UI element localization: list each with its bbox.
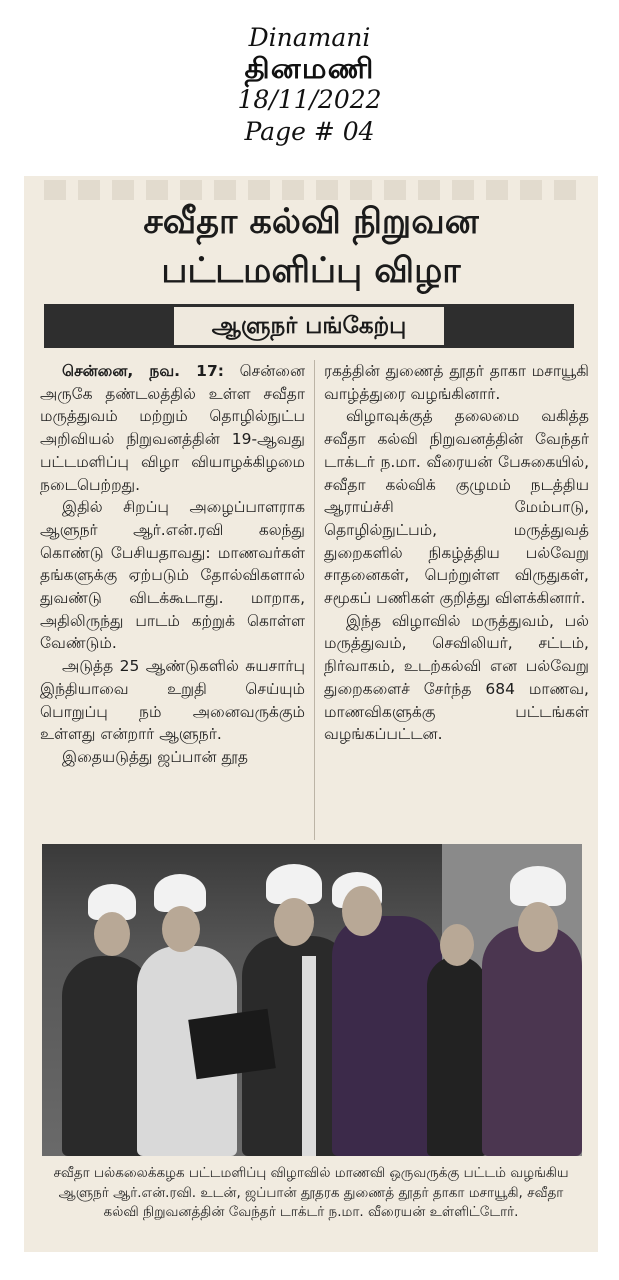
page-number: Page # 04	[244, 117, 375, 146]
photo-face	[162, 906, 200, 952]
clipping-header	[0, 22, 619, 148]
publication-logo: தினமணி	[244, 52, 375, 85]
subheading: ஆளுநர் பங்கேற்பு	[174, 307, 444, 345]
ceremony-photo	[42, 844, 582, 1156]
article-column-1	[40, 360, 305, 769]
photo-face	[342, 886, 382, 936]
paragraph: விழாவுக்குத் தலைமை வகித்த சவீதா கல்வி நிறுவனத்தின் வேந்தர் டாக்டர் ந.மா. வீரையன் பேசுகையில், சவீதா கல்விக் குழுமம் நடத்திய ஆராய்ச்சி மேம்பாடு, தொழில்நுட்பம், மருத்துவத் துறைகளில் நிகழ்த்திய பல்வேறு சாதனைகள், பெற்றுள்ள விருதுகள், சமூகப் பணிகள் குறித்து விளக்கினார்.	[324, 407, 589, 608]
photo-turban	[510, 866, 566, 906]
photo-face	[518, 902, 558, 952]
photo-sash	[302, 956, 316, 1156]
headline-line-1: சவீதா கல்வி நிறுவன	[143, 202, 479, 242]
paragraph: இதையடுத்து ஜப்பான் தூத	[62, 747, 248, 766]
paragraph: அடுத்த 25 ஆண்டுகளில் சுயசார்பு இந்தியாவை உறுதி செய்யும் பொறுப்பு நம் அனைவருக்கும் உள்ளது என்றார் ஆளுநர்.	[40, 657, 305, 744]
publication-name: Dinamani	[248, 23, 371, 52]
photo-face	[94, 912, 130, 956]
publication-date: 18/11/2022	[237, 85, 382, 114]
subheading-band	[44, 304, 574, 348]
photo-figure	[332, 916, 442, 1156]
article-column-2	[324, 360, 589, 746]
paragraph: ரகத்தின் துணைத் தூதர் தாகா மசாயூகி வாழ்த்துரை வழங்கினார்.	[324, 362, 589, 403]
photo-figure	[427, 956, 487, 1156]
photo-face	[274, 898, 314, 946]
headline	[24, 198, 598, 296]
paragraph: இந்த விழாவில் மருத்துவம், பல் மருத்துவம், செவிலியர், சட்டம், நிர்வாகம், உடற்கல்வி என பல்வேறு துறைகளைச் சேர்ந்த 684 மாணவ, மாணவிகளுக்கு பட்டங்கள் வழங்கப்பட்டன.	[324, 611, 589, 744]
newspaper-clipping	[24, 176, 598, 1252]
bleed-through-text	[44, 180, 584, 200]
paragraph	[40, 360, 305, 496]
photo-caption: சவீதா பல்கலைக்கழக பட்டமளிப்பு விழாவில் மாணவி ஒருவருக்கு பட்டம் வழங்கிய ஆளுநர் ஆர்.என்.ரவி. உடன், ஜப்பான் தூதரக துணைத் தூதர் தாகா மசாயூகி, சவீதா கல்வி நிறுவனத்தின் வேந்தர் டாக்டர் ந.மா. வீரையன் உள்ளிட்டோர்.	[53, 1165, 569, 1220]
headline-line-2: பட்டமளிப்பு விழா	[161, 251, 461, 291]
photo-figure	[482, 926, 582, 1156]
paragraph-text: சென்னை அருகே தண்டலத்தில் உள்ள சவீதா மருத்துவம் மற்றும் தொழில்நுட்ப அறிவியல் நிறுவனத்தின் 19-ஆவது பட்டமளிப்பு விழா வியாழக்கிழமை நடைபெற்றது.	[40, 362, 305, 494]
photo-certificate	[188, 1009, 276, 1080]
column-divider	[314, 360, 315, 840]
photo-face	[440, 924, 474, 966]
paragraph: இதில் சிறப்பு அழைப்பாளராக ஆளுநர் ஆர்.என்.ரவி கலந்து கொண்டு பேசியதாவது: மாணவர்கள் தங்களுக்கு ஏற்படும் தோல்விகளால் துவண்டு விடக்கூடாது. மாறாக, அதிலிருந்து பாடம் கற்றுக் கொள்ள வேண்டும்.	[40, 498, 305, 653]
dateline: சென்னை, நவ. 17:	[62, 362, 224, 380]
